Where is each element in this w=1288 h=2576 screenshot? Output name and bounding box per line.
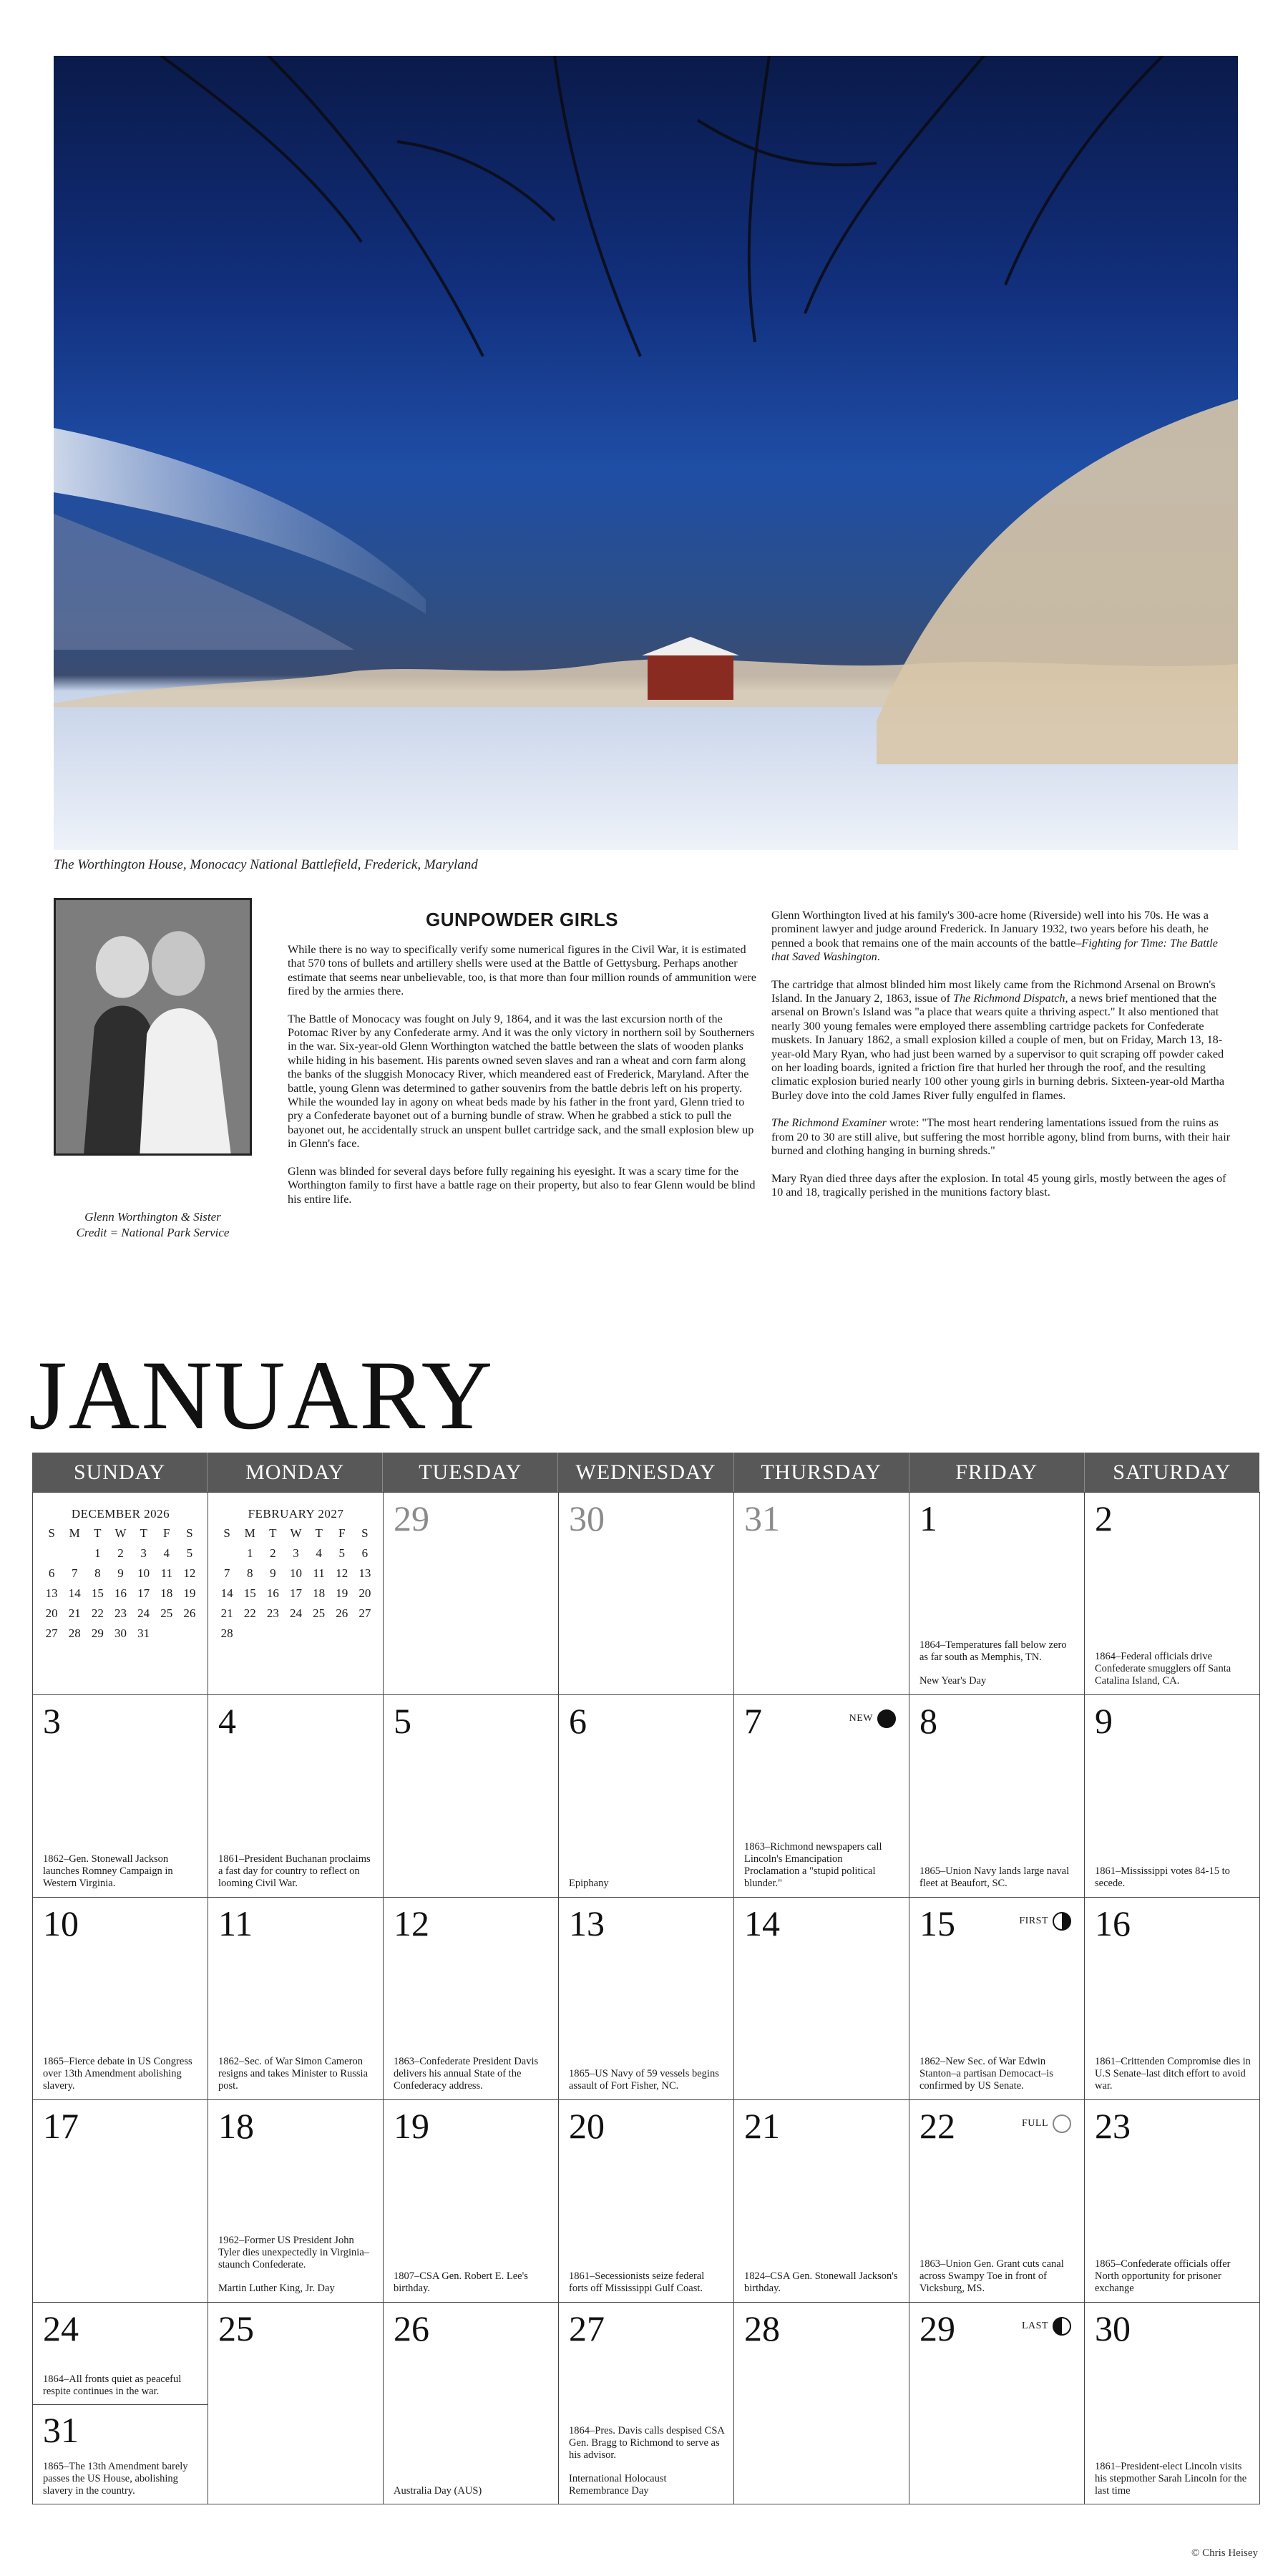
mini-calendar-day: 6 (48, 1566, 55, 1580)
photo-caption: The Worthington House, Monocacy National Battlefield, Frederick, Maryland (54, 857, 478, 872)
event-text: 1865–Union Navy lands large naval fleet at Beaufort, SC. (919, 1865, 1070, 1889)
day-events (43, 2056, 199, 2092)
event-text: 1807–CSA Gen. Robert E. Lee's birthday. (394, 2270, 528, 2294)
day-number: 21 (744, 2106, 780, 2146)
event-text: 1861–Crittenden Compromise dies in U.S Senate–last ditch effort to avoid war. (1095, 2056, 1251, 2092)
mini-calendar-cell-previous (33, 1492, 208, 1694)
weekday-thursday: THURSDAY (734, 1453, 909, 1492)
day-events (43, 2373, 199, 2398)
calendar-grid (32, 1492, 1259, 2504)
moon-phase-label: FIRST (1019, 1916, 1048, 1926)
holiday-text: New Year's Day (919, 1675, 987, 1687)
weekday-saturday: SATURDAY (1113, 1460, 1231, 1484)
day-events (218, 2235, 374, 2295)
mini-calendar-day: 21 (68, 1606, 81, 1620)
day-number: 20 (569, 2106, 605, 2146)
mini-calendar-day (155, 1625, 178, 1642)
mini-calendar-day (331, 1625, 353, 1642)
mini-calendar-day: 4 (316, 1546, 322, 1560)
paragraph-text: wrote: "The most heart rendering lamentations issued from the ruins as from 20 to 30 are still alive, but suffering the most horrible agony, blind from burns, with their hair burned and clothing hanging in burning shreds." (771, 1116, 1231, 1158)
article-paragraph: While there is no way to specifically verify some numerical figures in the Civil War, it is estimated that 570 tons of bullets and artillery shells were used at the Battle of Gettysburg. Perhaps another estimate that seems near unbelievable, too, is that more than four million rounds of ammunition were fired by the armies there. (288, 943, 756, 998)
mini-calendar-weekday: T (315, 1526, 323, 1540)
newspaper-title: The Richmond Dispatch (953, 992, 1065, 1005)
day-cell[interactable] (559, 2099, 734, 2302)
mini-calendar-day: 26 (336, 1606, 348, 1620)
mini-calendar-day: 14 (220, 1586, 233, 1600)
mini-calendar-day: 1 (94, 1546, 101, 1560)
mini-calendar-weekday: T (269, 1526, 277, 1540)
day-cell[interactable] (208, 2099, 384, 2302)
mini-calendar-day: 17 (289, 1586, 302, 1600)
mini-calendar-day: 7 (223, 1566, 230, 1580)
mini-calendar-day: 10 (289, 1566, 302, 1580)
day-cell[interactable] (909, 2302, 1085, 2504)
day-events: 1865–The 13th Amendment barely passes the US House, abolishing slavery in the country. (43, 2461, 188, 2497)
day-cell[interactable] (1085, 2302, 1260, 2504)
mini-calendar-day: 24 (137, 1606, 150, 1620)
day-events (919, 1865, 1075, 1890)
day-number: 29 (394, 1498, 429, 1538)
day-number: 30 (1095, 2308, 1131, 2348)
mini-calendar-day: 26 (183, 1606, 196, 1620)
day-events (744, 2270, 900, 2295)
day-cell[interactable] (33, 1897, 208, 2099)
event-text: 1864–All fronts quiet as peaceful respite continues in the war. (43, 2373, 182, 2397)
day-cell[interactable] (384, 2099, 559, 2302)
day-number: 10 (43, 1903, 79, 1943)
mini-calendar-title: FEBRUARY 2027 (248, 1507, 344, 1521)
event-text: 1863–Richmond newspapers call Lincoln's Emancipation Proclamation a "stupid political blunder." (744, 1841, 882, 1889)
day-cell[interactable] (734, 2099, 909, 2302)
day-number: 31 (43, 2409, 79, 2450)
article-paragraph (771, 978, 1236, 1103)
day-cell[interactable] (559, 1897, 734, 2099)
day-number: 6 (569, 1701, 587, 1741)
portrait-caption-line1: Glenn Worthington & Sister (84, 1210, 221, 1224)
mini-calendar-day (308, 1625, 331, 1642)
mini-calendar-weekday: F (163, 1526, 170, 1540)
day-number: 19 (394, 2106, 429, 2146)
event-text: 1865–Fierce debate in US Congress over 13th Amendment abolishing slavery. (43, 2056, 192, 2092)
day-number: 3 (43, 1701, 61, 1741)
mini-calendar-day: 11 (313, 1566, 325, 1580)
day-number: 5 (394, 1701, 411, 1741)
day-events (919, 2056, 1075, 2092)
day-cell[interactable] (33, 2099, 208, 2302)
mini-calendar-day: 9 (270, 1566, 276, 1580)
moon-phase (1022, 2317, 1071, 2336)
mini-calendar-day: 5 (186, 1546, 193, 1560)
mini-calendar-day (284, 1625, 307, 1642)
paragraph-text: The cartridge that almost blinded him most likely came from the Richmond Arsenal on Brown's Island. In the January 2, 1863, issue of (771, 977, 1216, 1005)
portrait-caption (54, 1209, 252, 1241)
day-cell[interactable] (734, 2302, 909, 2504)
children-portrait-illustration (56, 900, 250, 1153)
event-text: 1862–Gen. Stonewall Jackson launches Romney Campaign in Western Virginia. (43, 1853, 173, 1889)
mini-calendar-day: 12 (183, 1566, 196, 1580)
mini-calendar-day: 18 (313, 1586, 326, 1600)
mini-calendar-day: 6 (361, 1546, 369, 1560)
day-number: 9 (1095, 1701, 1113, 1741)
day-cell[interactable] (33, 1694, 208, 1897)
holiday-text: Australia Day (AUS) (394, 2485, 482, 2497)
mini-calendar-weekday: M (244, 1526, 255, 1540)
moon-phase (1019, 1912, 1071, 1931)
mini-calendar-weekday: T (94, 1526, 102, 1540)
event-text: 1824–CSA Gen. Stonewall Jackson's birthday. (744, 2270, 898, 2294)
mini-calendar-day: 7 (71, 1566, 78, 1580)
day-cell[interactable] (909, 1492, 1085, 1694)
mini-calendar-day: 29 (91, 1626, 104, 1640)
day-cell[interactable] (909, 2099, 1085, 2302)
mini-calendar-weekday: M (69, 1526, 80, 1540)
mini-calendar-weekday: W (114, 1526, 127, 1540)
day-events (1095, 2258, 1251, 2295)
paragraph-text: . (877, 950, 880, 964)
event-text: 1862–New Sec. of War Edwin Stanton–a partisan Democact–is confirmed by US Senate. (919, 2056, 1053, 2092)
mini-calendar-day (353, 1625, 376, 1642)
article-paragraph: Glenn was blinded for several days before fully regaining his eyesight. It was a scary time for the Worthington family to first have a battle rage on their property, but also to fear Glenn would be blind his entire life. (288, 1164, 756, 1206)
day-number: 26 (394, 2308, 429, 2348)
moon-phase (849, 1709, 896, 1728)
mini-calendar-title: DECEMBER 2026 (71, 1507, 170, 1521)
holiday-text: Martin Luther King, Jr. Day (218, 2283, 335, 2294)
split-divider (33, 2404, 208, 2405)
day-cell[interactable] (734, 1694, 909, 1897)
book-title: Fighting for Time: The Battle that Saved Washington (771, 936, 1218, 964)
mini-calendar-days (215, 1525, 376, 1642)
mini-calendar-previous (40, 1507, 201, 1642)
day-cell[interactable] (208, 1694, 384, 1897)
day-cell[interactable] (909, 1694, 1085, 1897)
day-cell[interactable] (384, 1897, 559, 2099)
day-number: 4 (218, 1701, 236, 1741)
mini-calendar-day: 30 (114, 1626, 127, 1640)
day-number: 1 (919, 1498, 937, 1538)
day-number: 22 (919, 2106, 955, 2146)
article-column-right (771, 909, 1236, 1213)
day-cell[interactable] (1085, 2099, 1260, 2302)
photo-credit: © Chris Heisey (1191, 2547, 1258, 2559)
mini-calendar-next (215, 1507, 376, 1642)
mini-calendar-day (238, 1625, 261, 1642)
day-cell[interactable] (208, 2302, 384, 2504)
mini-calendar-day (215, 1545, 238, 1562)
mini-calendar-day: 15 (243, 1586, 256, 1600)
day-number: 27 (569, 2308, 605, 2348)
article-paragraph (771, 909, 1236, 965)
day-cell[interactable] (1085, 1694, 1260, 1897)
mini-calendar-day: 25 (313, 1606, 326, 1620)
day-number: 16 (1095, 1903, 1131, 1943)
event-text: 1865–Confederate officials offer North opportunity for prisoner exchange (1095, 2258, 1231, 2294)
mini-calendar-day: 10 (137, 1566, 150, 1580)
mini-calendar-day: 23 (114, 1606, 127, 1620)
day-events (919, 1639, 1075, 1687)
event-text: 1865–US Navy of 59 vessels begins assault of Fort Fisher, NC. (569, 2068, 719, 2092)
event-text: 1863–Union Gen. Grant cuts canal across Swampy Toe in front of Vicksburg, MS. (919, 2258, 1064, 2294)
event-text: 1962–Former US President John Tyler dies unexpectedly in Virginia–staunch Confederate. (218, 2235, 370, 2270)
mini-calendar-day: 27 (358, 1606, 371, 1620)
mini-calendar-day (63, 1545, 86, 1562)
article-paragraph: Mary Ryan died three days after the explosion. In total 45 young girls, mostly between the ages of 10 and 18, tragically perished in the munitions factory blast. (771, 1171, 1226, 1199)
day-cell[interactable] (734, 1492, 909, 1694)
month-title: JANUARY (29, 1340, 494, 1450)
mini-calendar-day: 3 (140, 1546, 147, 1560)
mini-calendar-day: 17 (137, 1586, 150, 1600)
day-number: 23 (1095, 2106, 1131, 2146)
day-cell[interactable] (909, 1897, 1085, 2099)
first-moon-icon (1053, 1912, 1071, 1931)
mini-calendar-day: 4 (163, 1546, 170, 1560)
day-events (218, 1853, 374, 1890)
day-cell[interactable] (1085, 1492, 1260, 1694)
day-events (43, 1853, 199, 1890)
day-cell[interactable] (384, 2302, 559, 2504)
mini-calendar-day: 12 (336, 1566, 348, 1580)
mini-calendar-day: 13 (358, 1566, 371, 1580)
mini-calendar-weekday: T (140, 1526, 147, 1540)
event-text: 1861–President Buchanan proclaims a fast day for country to reflect on looming Civil War. (218, 1853, 371, 1889)
mini-calendar-day: 13 (45, 1586, 58, 1600)
mini-calendar-day: 22 (91, 1606, 104, 1620)
mini-calendar-day: 21 (220, 1606, 233, 1620)
day-events (569, 1866, 725, 1890)
day-events (744, 1841, 900, 1890)
day-cell[interactable] (208, 1897, 384, 2099)
mini-calendar-day: 20 (45, 1606, 58, 1620)
portrait-caption-line2: Credit = National Park Service (76, 1226, 230, 1239)
day-number: 28 (744, 2308, 780, 2348)
mini-calendar-day: 2 (270, 1546, 276, 1560)
event-text: 1861–Mississippi votes 84-15 to secede. (1095, 1865, 1230, 1889)
day-number: 7 (744, 1701, 762, 1741)
mini-calendar-day: 15 (91, 1586, 104, 1600)
day-events (919, 2258, 1075, 2295)
newspaper-title: The Richmond Examiner (771, 1116, 887, 1130)
event-text: 1864–Temperatures fall below zero as far south as Memphis, TN. (919, 1639, 1067, 1663)
day-events (1095, 2461, 1251, 2497)
mini-calendar-days (40, 1525, 201, 1642)
weekday-tuesday: TUESDAY (383, 1453, 558, 1492)
mini-calendar-day: 16 (114, 1586, 127, 1600)
mini-calendar-day: 22 (243, 1606, 256, 1620)
mini-calendar-day: 14 (68, 1586, 81, 1600)
mini-calendar-day: 23 (266, 1606, 279, 1620)
mini-calendar-weekday: W (290, 1526, 302, 1540)
mini-calendar-day: 8 (94, 1566, 101, 1580)
day-cell[interactable] (33, 2302, 208, 2504)
day-events (569, 2425, 725, 2497)
mini-calendar-weekday: S (186, 1526, 193, 1540)
mini-calendar-day: 8 (246, 1566, 253, 1580)
day-events (218, 2056, 374, 2092)
day-number: 24 (43, 2308, 79, 2348)
day-number: 11 (218, 1903, 253, 1943)
paragraph-text: Glenn Worthington lived at his family's 300-acre home (Riverside) well into his 70s. He was a prominent lawyer and judge around Frederick. In January 1932, two years before his death, he penned a book that remains one of the main accounts of the battle– (771, 909, 1209, 950)
mini-calendar-day: 19 (183, 1586, 196, 1600)
day-number: 29 (919, 2308, 955, 2348)
event-text: 1861–President-elect Lincoln visits his stepmother Sarah Lincoln for the last time (1095, 2461, 1247, 2497)
holiday-text: Epiphany (569, 1878, 609, 1889)
weekday-sunday: SUNDAY (32, 1453, 208, 1492)
day-number: 14 (744, 1903, 780, 1943)
day-cell[interactable] (384, 1492, 559, 1694)
mini-calendar-day: 18 (160, 1586, 173, 1600)
holiday-text: International Holocaust Remembrance Day (569, 2473, 667, 2497)
day-cell[interactable] (1085, 1897, 1260, 2099)
day-number: 25 (218, 2308, 254, 2348)
mini-calendar-weekday: S (48, 1526, 55, 1540)
moon-phase-label: FULL (1022, 2118, 1048, 2129)
weekday-header (32, 1453, 1259, 1492)
mini-calendar-day: 2 (117, 1546, 124, 1560)
mini-calendar-day (40, 1545, 63, 1562)
day-number: 18 (218, 2106, 254, 2146)
day-number: 15 (919, 1903, 955, 1943)
paragraph-text: , a news brief mentioned that the arsenal on Brown's Island was "a place that wears quite a thriving aspect." It also mentioned that nearly 300 young females were employed there assembling cartridge packets for Confederate muskets. In January 1862, a small explosion killed a couple of men, but on Friday, March 13, 18-year-old Mary Ryan, who had just been warned by a supervisor to quit scraping off powder caked on her loading boards, ignited a friction fire that hurled her through the roof, and the resulting climatic explosion buried nearly 100 other young girls in burning debris. Sixteen-year-old Martha Burley dove into the cold James River fully engulfed in flames. (771, 992, 1225, 1102)
day-events (394, 2270, 550, 2295)
day-events (569, 2270, 725, 2295)
mini-calendar-day: 11 (160, 1566, 172, 1580)
day-cell[interactable] (559, 1694, 734, 1897)
day-events (394, 2474, 550, 2497)
day-events (1095, 1651, 1251, 1687)
article-paragraph: The Battle of Monocacy was fought on July 9, 1864, and it was the last excursion north of the Potomac River by any Confederate army. And it was the only victory in northern soil by Southerners in the war. Six-year-old Glenn Worthington watched the battle between the slats of wooden planks while hiding in his basement. His parents owned seven slaves and ran a wheat and corn farm along the banks of the sluggish Monocacy River, which meandered east of Frederick, Maryland. After the battle, young Glenn was determined to gather souvenirs from the battle debris left on his property. While the wounded lay in agony on wheat beds made by his father in the front yard, Glenn tried to pry a Confederate bayonet out of a burning bundle of straw. When he grabbed a stick to pull the bayonet out, he accidentally struck an unspent bullet cartridge sack, and the small explosion blew up in Glenn's face. (288, 1012, 755, 1151)
mini-calendar-day: 24 (289, 1606, 302, 1620)
mini-calendar-weekday: S (223, 1526, 230, 1540)
new-moon-icon (877, 1709, 896, 1728)
day-events (394, 2056, 550, 2092)
mini-calendar-day: 9 (117, 1566, 124, 1580)
last-moon-icon (1053, 2317, 1071, 2336)
full-moon-icon (1053, 2114, 1071, 2133)
article-paragraph (771, 1116, 1236, 1158)
mini-calendar-day: 28 (68, 1626, 81, 1640)
mini-calendar-day: 31 (137, 1626, 150, 1640)
article-column-left (288, 943, 756, 1220)
mini-calendar-day: 3 (293, 1546, 299, 1560)
day-events (1095, 1865, 1251, 1890)
cover-photo (54, 56, 1238, 850)
event-text: 1864–Pres. Davis calls despised CSA Gen. Bragg to Richmond to serve as his advisor. (569, 2425, 725, 2461)
mini-calendar-day: 27 (45, 1626, 58, 1640)
mini-calendar-cell-next (208, 1492, 384, 1694)
event-text: 1862–Sec. of War Simon Cameron resigns and takes Minister to Russia post. (218, 2056, 369, 2092)
article-title: GUNPOWDER GIRLS (426, 909, 618, 930)
day-events (1095, 2056, 1251, 2092)
mini-calendar-day: 5 (338, 1546, 346, 1560)
day-cell[interactable] (559, 2302, 734, 2504)
day-number: 2 (1095, 1498, 1113, 1538)
day-number: 30 (569, 1498, 605, 1538)
mini-calendar-day: 25 (160, 1606, 173, 1620)
mini-calendar-day: 28 (220, 1626, 233, 1640)
day-number: 12 (394, 1903, 429, 1943)
moon-phase (1022, 2114, 1071, 2133)
mini-calendar-day (178, 1625, 201, 1642)
mini-calendar-day: 16 (266, 1586, 279, 1600)
day-events (569, 2068, 725, 2092)
weekday-friday: FRIDAY (909, 1453, 1085, 1492)
day-cell[interactable] (734, 1897, 909, 2099)
day-number: 13 (569, 1903, 605, 1943)
weekday-monday: MONDAY (208, 1453, 383, 1492)
portrait-photo (54, 898, 252, 1156)
moon-phase-label: LAST (1022, 2321, 1048, 2331)
event-text: 1863–Confederate President Davis delivers his annual State of the Confederacy address. (394, 2056, 539, 2092)
mini-calendar-day: 20 (358, 1586, 371, 1600)
mini-calendar-weekday: F (338, 1526, 346, 1540)
mini-calendar-day: 19 (336, 1586, 348, 1600)
day-cell[interactable] (384, 1694, 559, 1897)
mini-calendar-weekday: S (361, 1526, 369, 1540)
day-cell[interactable] (559, 1492, 734, 1694)
mini-calendar-day: 1 (246, 1546, 253, 1560)
day-number: 31 (744, 1498, 780, 1538)
event-text: 1861–Secessionists seize federal forts off Mississippi Gulf Coast. (569, 2270, 705, 2294)
weekday-wednesday: WEDNESDAY (558, 1453, 733, 1492)
winter-landscape-illustration (54, 56, 1238, 850)
mini-calendar-day (261, 1625, 284, 1642)
event-text: 1864–Federal officials drive Confederate smugglers off Santa Catalina Island, CA. (1095, 1651, 1231, 1687)
day-number: 8 (919, 1701, 937, 1741)
moon-phase-label: NEW (849, 1713, 873, 1724)
day-number: 17 (43, 2106, 79, 2146)
